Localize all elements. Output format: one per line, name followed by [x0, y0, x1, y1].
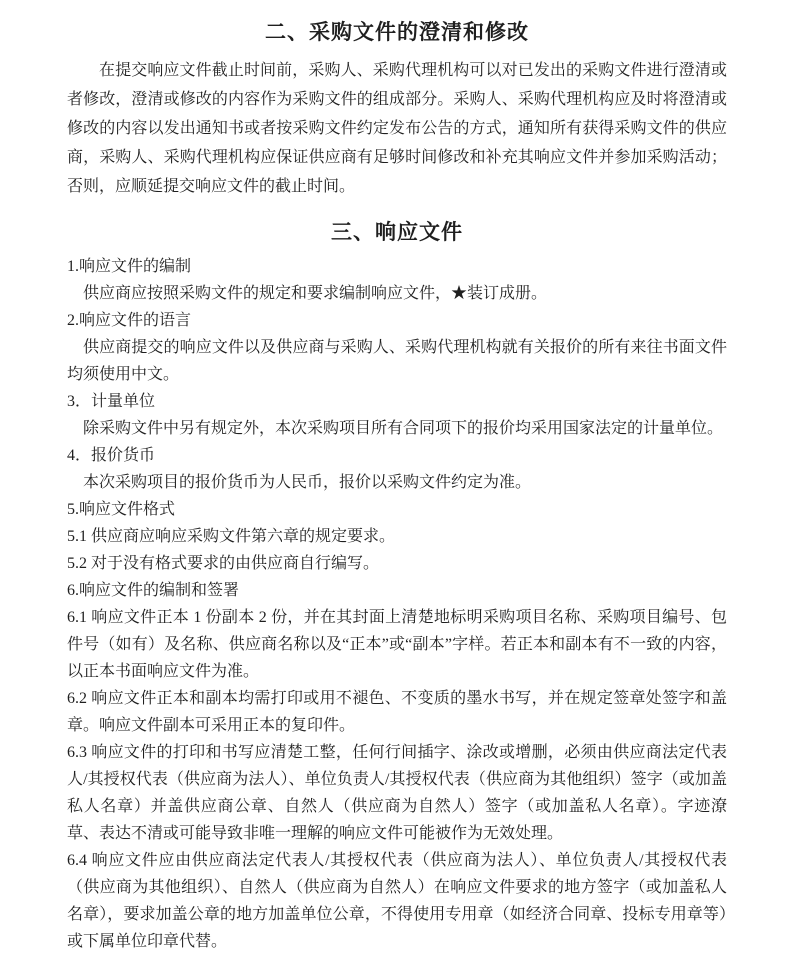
- clause-5-2: 5.2 对于没有格式要求的由供应商自行编写。: [67, 555, 380, 572]
- clause-5-1: 5.1 供应商应响应采购文件第六章的规定要求。: [67, 528, 396, 545]
- clause-6-2: 6.2 响应文件正本和副本均需打印或用不褪色、不变质的墨水书写，并在规定签章处签字和盖章。响应文件副本可采用正本的复印件。: [67, 690, 727, 734]
- clause-3-body: 除采购文件中另有规定外，本次采购项目所有合同项下的报价均采用国家法定的计量单位。: [83, 420, 724, 437]
- clause-4-title: 4．报价货币: [67, 447, 156, 464]
- clause-6-3: 6.3 响应文件的打印和书写应清楚工整，任何行间插字、涂改或增删，必须由供应商法定代表人/其授权代表（供应商为法人）、单位负责人/其授权代表（供应商为其他组织）签字（或加盖私人名章）并盖供应商公章、自然人（供应商为自然人）签字（或加盖私人名章）。字迹潦草、表达不清或可能导致非唯一理解的响应文件可能被作为无效处理。: [67, 744, 727, 842]
- clause-2-body: 供应商提交的响应文件以及供应商与采购人、采购代理机构就有关报价的所有来往书面文件均须使用中文。: [67, 339, 727, 383]
- clause-6-1: 6.1 响应文件正本 1 份副本 2 份，并在其封面上清楚地标明采购项目名称、采购项目编号、包件号（如有）及名称、供应商名称以及“正本”或“副本”字样。若正本和副本有不一致的内容，以正本书面响应文件为准。: [67, 609, 727, 680]
- clause-1-body: 供应商应按照采购文件的规定和要求编制响应文件，★装订成册。: [83, 285, 548, 302]
- clause-2-title: 2.响应文件的语言: [67, 312, 192, 329]
- clause-4-body: 本次采购项目的报价货币为人民币，报价以采购文件约定为准。: [83, 474, 532, 491]
- section-clarification-title: 二、采购文件的澄清和修改: [265, 20, 529, 44]
- clause-6-4: 6.4 响应文件应由供应商法定代表人/其授权代表（供应商为法人）、单位负责人/其授权代表（供应商为其他组织）、自然人（供应商为自然人）在响应文件要求的地方签字（或加盖私人名章），要求加盖公章的地方加盖单位公章，不得使用专用章（如经济合同章、投标专用章等）或下属单位印章代替。: [67, 852, 727, 950]
- clause-1-title: 1.响应文件的编制: [67, 258, 192, 275]
- clause-5-title: 5.响应文件格式: [67, 501, 176, 518]
- clause-6-title: 6.响应文件的编制和签署: [67, 582, 240, 599]
- section-clarification-paragraph: 在提交响应文件截止时间前，采购人、采购代理机构可以对已发出的采购文件进行澄清或者修改，澄清或修改的内容作为采购文件的组成部分。采购人、采购代理机构应及时将澄清或修改的内容以发出通知书或者按采购文件约定发布公告的方式，通知所有获得采购文件的供应商，采购人、采购代理机构应保证供应商有足够时间修改和补充其响应文件并参加采购活动；否则，应顺延提交响应文件的截止时间。: [67, 62, 727, 195]
- clause-3-title: 3．计量单位: [67, 393, 156, 410]
- section-response-title: 三、响应文件: [331, 220, 463, 244]
